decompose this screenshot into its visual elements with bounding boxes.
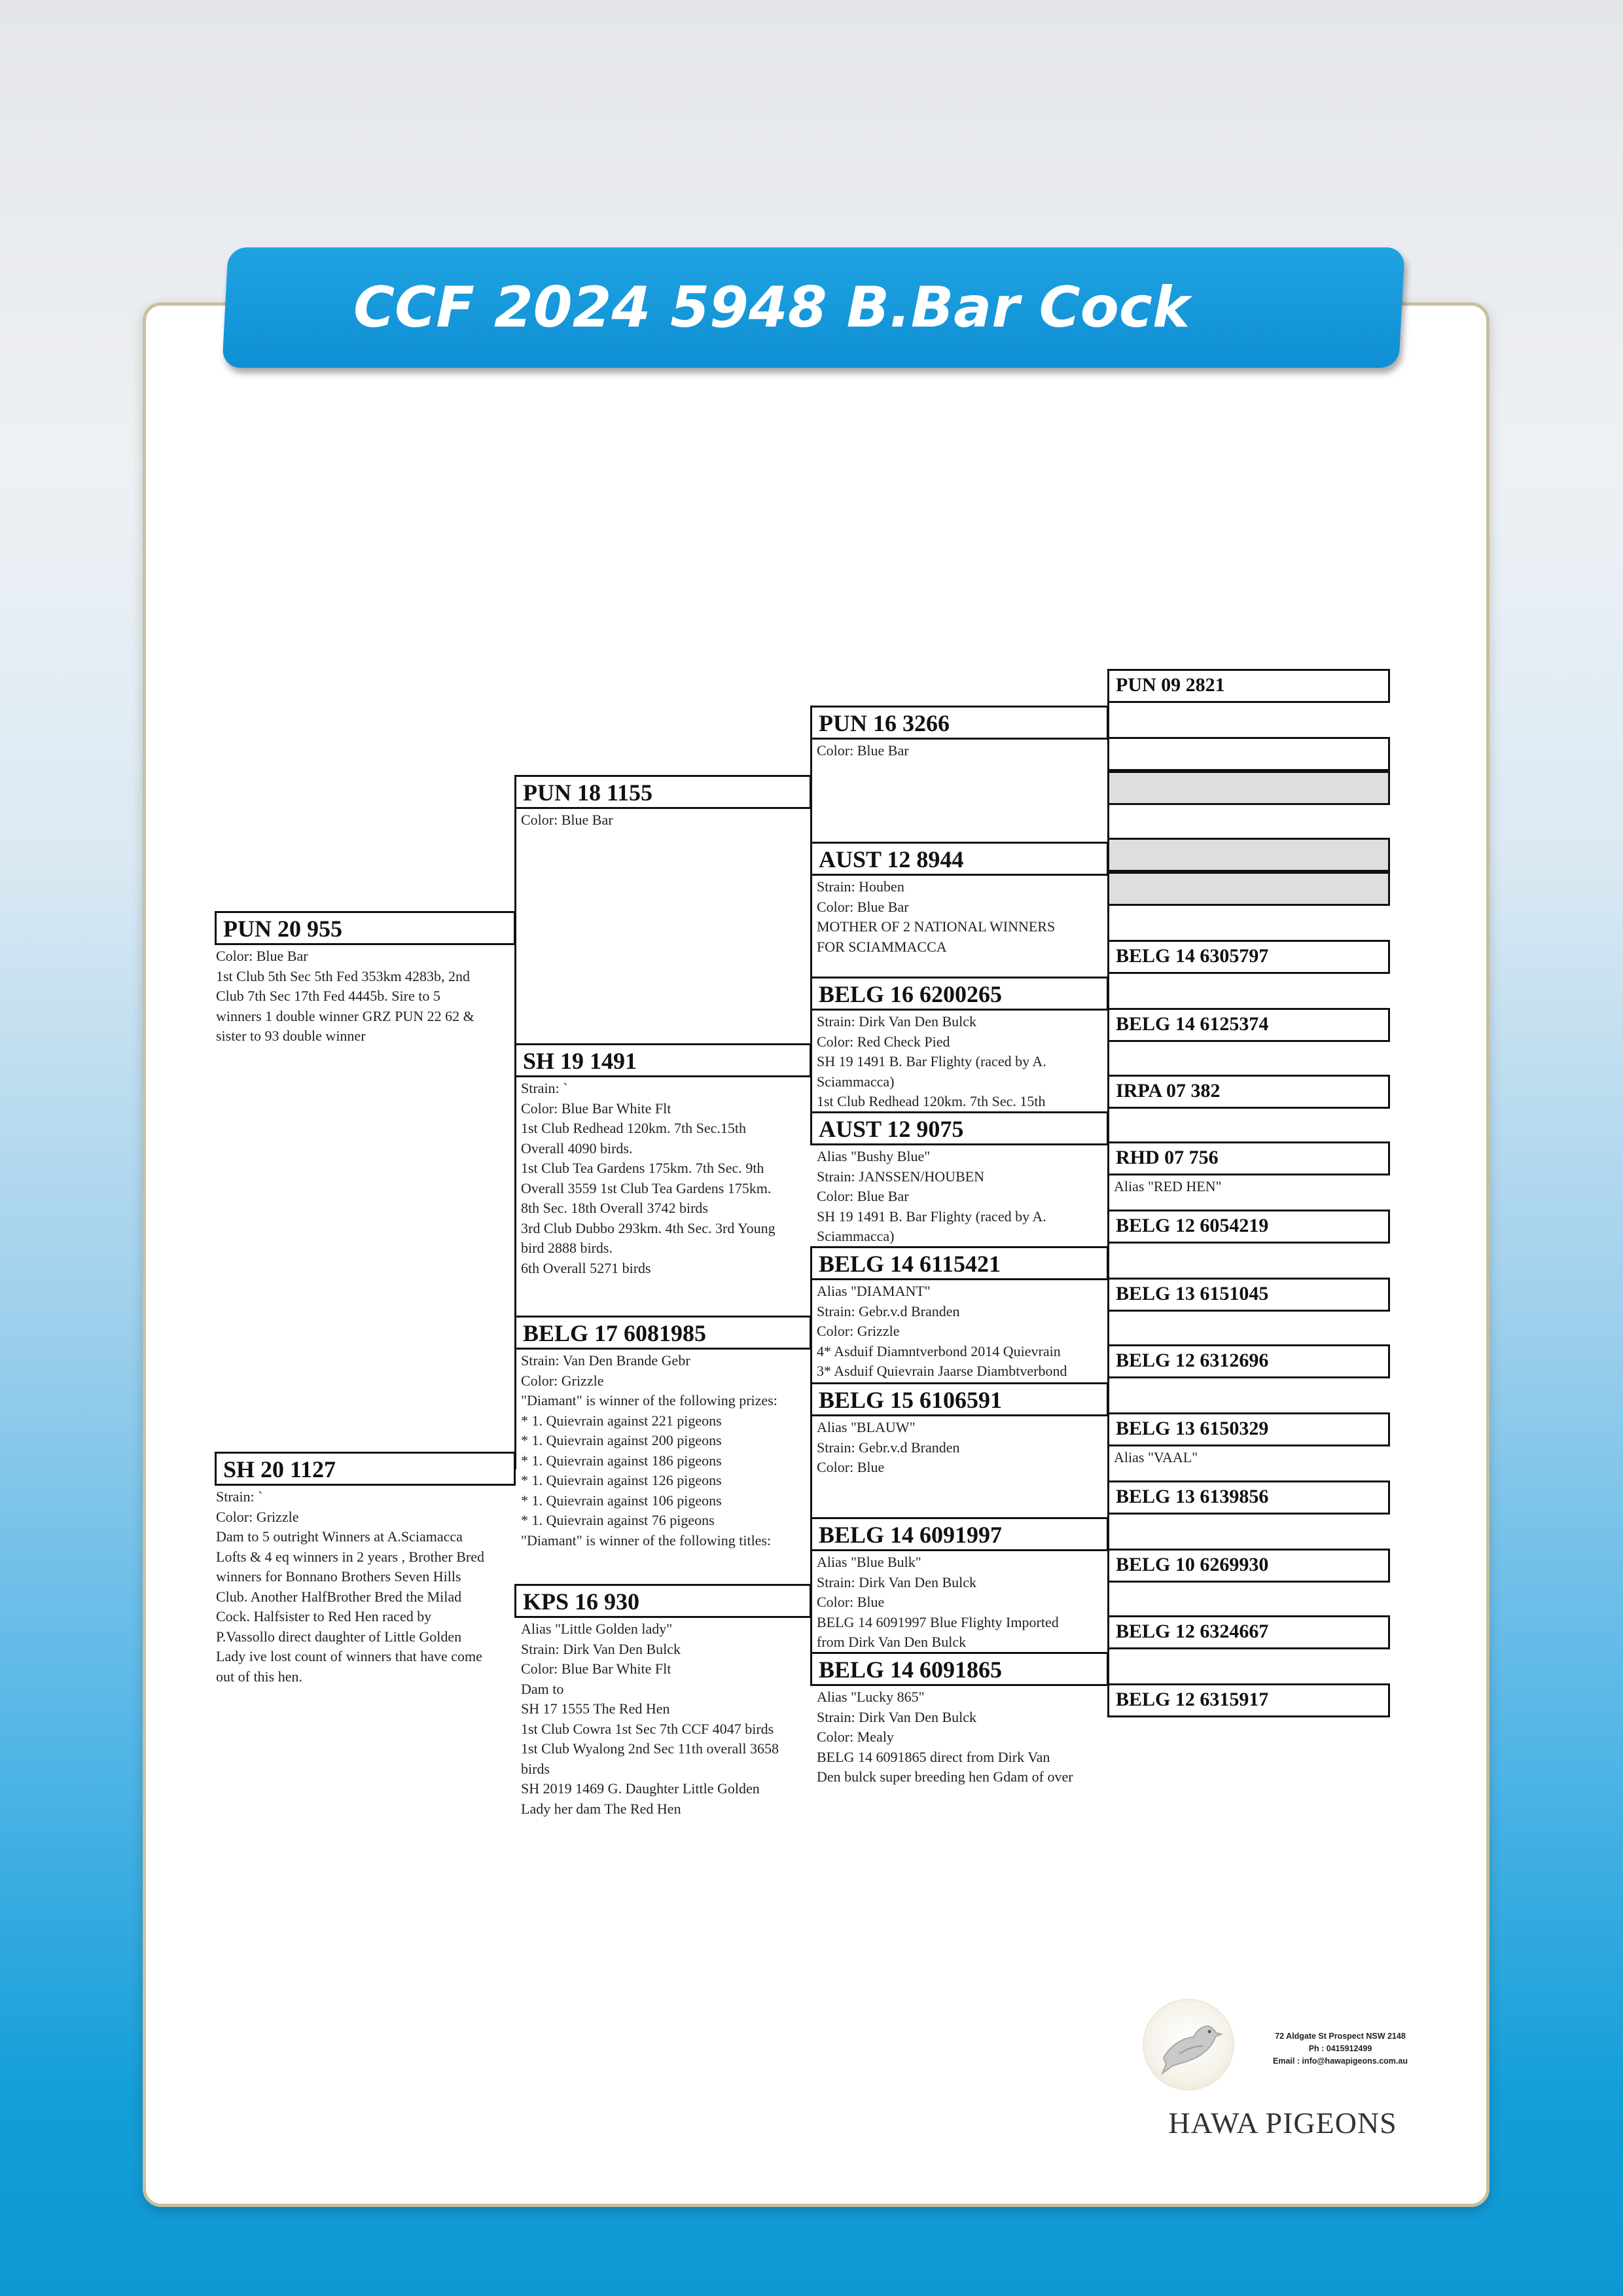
info-line: Color: Blue Bar [817, 898, 909, 915]
info-line: Alias "Lucky 865" [817, 1689, 925, 1705]
gen4-ring-box-empty [1107, 737, 1390, 771]
info-line: Strain: Gebr.v.d Branden [817, 1439, 960, 1456]
info-line: Lofts & 4 eq winners in 2 years , Brother Bred [216, 1548, 484, 1565]
gen4-ring-box: BELG 14 6305797 [1107, 940, 1390, 974]
info-line: winners for Bonnano Brothers Seven Hills [216, 1568, 461, 1585]
info-line: Strain: Houben [817, 878, 904, 895]
info-line: 3rd Club Dubbo 293km. 4th Sec. 3rd Young [521, 1219, 776, 1236]
gen2-ring-box: KPS 16 930 [514, 1584, 812, 1618]
info-line: Alias "BLAUW" [817, 1419, 916, 1435]
info-line: Sciammacca) [817, 1228, 895, 1244]
info-line: 4* Asduif Diamntverbond 2014 Quievrain [817, 1342, 1061, 1359]
info-line: Color: Blue Bar [817, 1188, 909, 1204]
pedigree-title: CCF 2024 5948 B.Bar Cock [353, 275, 1190, 340]
info-line: Strain: JANSSEN/HOUBEN [817, 1168, 985, 1185]
info-line: Club. Another HalfBrother Bred the Milad [216, 1588, 462, 1605]
info-line: SH 2019 1469 G. Daughter Little Golden [521, 1780, 760, 1797]
gen4-ring-box: BELG 12 6312696 [1107, 1344, 1390, 1378]
info-line: Alias "DIAMANT" [817, 1283, 931, 1299]
info-line: out of this hen. [216, 1668, 302, 1685]
info-line: * 1. Quievrain against 221 pigeons [521, 1412, 722, 1429]
info-line: 3* Asduif Quievrain Jaarse Diambtverbond [817, 1363, 1067, 1379]
gen2-ring-box: SH 19 1491 [514, 1043, 812, 1077]
gen4-alias: Alias "RED HEN" [1114, 1178, 1222, 1194]
info-line: Color: Grizzle [216, 1508, 299, 1525]
info-line: SH 19 1491 B. Bar Flighty (raced by A. [817, 1208, 1046, 1225]
gen4-ring-box-empty [1107, 872, 1390, 906]
info-line: 1st Club 5th Sec 5th Fed 353km 4283b, 2nd [216, 967, 471, 984]
gen3-ring-box: BELG 14 6115421 [810, 1246, 1109, 1280]
gen2-ring-box: PUN 18 1155 [514, 775, 812, 809]
info-line: Color: Blue Bar [817, 742, 909, 759]
gen4-ring-box-empty [1107, 771, 1390, 805]
info-line: Strain: Van Den Brande Gebr [521, 1352, 690, 1369]
info-line: Strain: Gebr.v.d Branden [817, 1302, 960, 1319]
gen4-ring-box: BELG 13 6139856 [1107, 1480, 1390, 1515]
info-line: Alias "Blue Bulk" [817, 1554, 921, 1570]
gen4-ring-box: BELG 10 6269930 [1107, 1549, 1390, 1583]
info-line: "Diamant" is winner of the following prizes: [521, 1392, 777, 1408]
info-line: Alias "Little Golden lady" [521, 1621, 673, 1637]
brand-name: HAWA PIGEONS [1168, 2106, 1397, 2140]
info-line: SH 17 1555 The Red Hen [521, 1700, 670, 1717]
info-line: Color: Grizzle [521, 1372, 604, 1389]
gen2-info [521, 1619, 809, 1819]
gen3-info [817, 1552, 1105, 1653]
info-line: MOTHER OF 2 NATIONAL WINNERS [817, 918, 1056, 935]
info-line: 1st Club Redhead 120km. 7th Sec.15th [521, 1120, 747, 1136]
gen3-info [817, 877, 1105, 957]
gen2-ring-box: BELG 17 6081985 [514, 1316, 812, 1350]
gen2-info [521, 1079, 809, 1278]
pigeon-icon [1143, 1999, 1234, 2090]
gen3-info [817, 1687, 1105, 1787]
email-text: Email : info@hawapigeons.com.au [1273, 2056, 1408, 2066]
info-line: Strain: Dirk Van Den Bulck [817, 1573, 977, 1590]
info-line: FOR SCIAMMACCA [817, 938, 947, 955]
connector-line [1107, 669, 1109, 1717]
info-line: Strain: Dirk Van Den Bulck [817, 1708, 977, 1725]
info-line: Color: Blue Bar White Flt [521, 1660, 671, 1677]
info-line: Color: Blue [817, 1594, 885, 1610]
phone-text: Ph : 0415912499 [1308, 2044, 1372, 2053]
info-line: Dam to 5 outright Winners at A.Sciamacca [216, 1528, 463, 1545]
info-line: Color: Blue Bar [521, 812, 613, 828]
info-line: 1st Club Redhead 120km. 7th Sec. 15th [817, 1093, 1046, 1109]
info-line: * 1. Quievrain against 106 pigeons [521, 1492, 722, 1509]
pedigree-chart [170, 655, 1453, 1846]
gen4-ring-box-empty [1107, 838, 1390, 872]
gen3-info [817, 1012, 1105, 1112]
gen3-ring-box: BELG 15 6106591 [810, 1382, 1109, 1416]
gen4-ring-box: BELG 12 6324667 [1107, 1615, 1390, 1649]
info-line: Den bulck super breeding hen Gdam of over [817, 1768, 1073, 1785]
info-line: 1st Club Tea Gardens 175km. 7th Sec. 9th [521, 1160, 764, 1176]
info-line: 8th Sec. 18th Overall 3742 birds [521, 1200, 708, 1216]
info-line: Dam to [521, 1680, 564, 1697]
gen4-ring-box: BELG 13 6151045 [1107, 1278, 1390, 1312]
info-line: 6th Overall 5271 birds [521, 1259, 651, 1276]
info-line: Sciammacca) [817, 1073, 895, 1090]
info-line: Strain: Dirk Van Den Bulck [817, 1013, 977, 1030]
info-line: Color: Blue Bar White Flt [521, 1100, 671, 1117]
hawa-pigeons-logo [1120, 1971, 1428, 2161]
gen3-info [817, 1282, 1105, 1382]
gen3-ring-box: BELG 16 6200265 [810, 977, 1109, 1011]
info-line: Color: Red Check Pied [817, 1033, 950, 1050]
info-line: SH 19 1491 B. Bar Flighty (raced by A. [817, 1053, 1046, 1069]
connector-line [810, 723, 812, 1128]
gen4-ring-box: RHD 07 756 [1107, 1141, 1390, 1175]
gen3-ring-box: PUN 16 3266 [810, 706, 1109, 740]
info-line: sister to 93 double winner [216, 1028, 366, 1044]
connector-line [810, 1263, 812, 1669]
info-line: * 1. Quievrain against 200 pigeons [521, 1432, 722, 1448]
gen4-alias: Alias "VAAL" [1114, 1449, 1198, 1465]
connector-line [514, 792, 516, 1469]
info-line: 1st Club Cowra 1st Sec 7th CCF 4047 birds [521, 1720, 774, 1737]
info-line: bird 2888 birds. [521, 1240, 613, 1256]
info-line: * 1. Quievrain against 186 pigeons [521, 1452, 722, 1469]
gen1-ring-box: PUN 20 955 [215, 911, 516, 945]
info-line: BELG 14 6091997 Blue Flighty Imported [817, 1613, 1059, 1630]
info-line: P.Vassollo direct daughter of Little Golden [216, 1628, 462, 1645]
info-line: Cock. Halfsister to Red Hen raced by [216, 1608, 432, 1624]
gen2-info [521, 1351, 809, 1551]
gen4-ring-box: BELG 13 6150329 [1107, 1412, 1390, 1446]
gen3-ring-box: BELG 14 6091865 [810, 1652, 1109, 1686]
info-line: Strain: ` [216, 1488, 263, 1505]
address-text: 72 Aldgate St Prospect NSW 2148 [1275, 2032, 1406, 2041]
gen3-info [817, 1147, 1105, 1247]
info-line: Color: Mealy [817, 1729, 894, 1745]
info-line: Club 7th Sec 17th Fed 4445b. Sire to 5 [216, 988, 440, 1004]
gen4-ring-box: BELG 12 6315917 [1107, 1683, 1390, 1717]
info-line: Strain: Dirk Van Den Bulck [521, 1640, 681, 1657]
info-line: Color: Blue Bar [216, 948, 308, 964]
gen3-info [817, 1418, 1105, 1478]
info-line: Overall 4090 birds. [521, 1139, 633, 1157]
info-line: birds [521, 1760, 550, 1777]
info-line: Alias "Bushy Blue" [817, 1148, 931, 1164]
info-line: "Diamant" is winner of the following titles: [521, 1532, 772, 1549]
info-line: Strain: ` [521, 1080, 568, 1096]
info-line: Lady her dam The Red Hen [521, 1800, 681, 1817]
info-line: Color: Grizzle [817, 1323, 900, 1339]
gen4-ring-box: BELG 14 6125374 [1107, 1008, 1390, 1042]
gen1-info [216, 1487, 517, 1687]
info-line: Overall 3559 1st Club Tea Gardens 175km. [521, 1179, 772, 1196]
info-line: from Dirk Van Den Bulck [817, 1634, 967, 1650]
contact-info [1249, 2030, 1432, 2068]
gen3-info [817, 741, 1105, 761]
info-line: Color: Blue [817, 1459, 885, 1475]
gen1-info [216, 946, 517, 1047]
gen1-ring-box: SH 20 1127 [215, 1452, 516, 1486]
info-line: * 1. Quievrain against 76 pigeons [521, 1512, 715, 1528]
gen3-ring-box: AUST 12 8944 [810, 842, 1109, 876]
gen4-ring-box: BELG 12 6054219 [1107, 1210, 1390, 1244]
gen2-info [521, 810, 809, 831]
info-line: 1st Club Wyalong 2nd Sec 11th overall 3658 [521, 1740, 779, 1757]
info-line: Lady ive lost count of winners that have come [216, 1648, 482, 1664]
info-line: winners 1 double winner GRZ PUN 22 62 & [216, 1007, 474, 1024]
info-line: * 1. Quievrain against 126 pigeons [521, 1472, 722, 1488]
gen3-ring-box: AUST 12 9075 [810, 1111, 1109, 1145]
gen4-ring-box: IRPA 07 382 [1107, 1075, 1390, 1109]
gen3-ring-box: BELG 14 6091997 [810, 1517, 1109, 1551]
info-line: BELG 14 6091865 direct from Dirk Van [817, 1748, 1050, 1765]
gen4-ring-box: PUN 09 2821 [1107, 669, 1390, 703]
